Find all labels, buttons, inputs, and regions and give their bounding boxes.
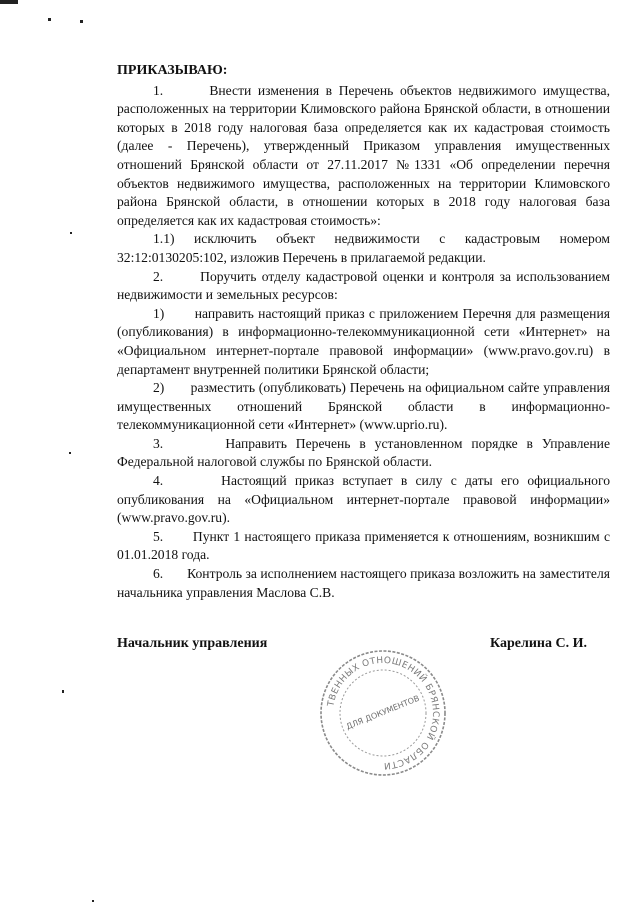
- paragraph-2-1: 1) направить настоящий приказ с приложением Перечня для размещения (опубликования) в информационно-телекоммуникационной сети «Интернет» на «Официальном интернет-портале правовой информации» (www.pravo.gov.ru) в департамент внутренней политики Брянской области;: [117, 305, 610, 377]
- scan-mark: [70, 232, 72, 234]
- scan-mark: [48, 18, 51, 21]
- paragraph-2-2: 2) разместить (опубликовать) Перечень на официальном сайте управления имущественных отношений Брянской области в информационно-телекоммуникационной сети «Интернет» (www.uprio.ru).: [117, 380, 610, 433]
- signature-position: Начальник управления: [117, 636, 268, 651]
- paragraph-6: 6. Контроль за исполнением настоящего приказа возложить на заместителя начальника управления Маслова С.В.: [117, 566, 610, 600]
- paragraph-3: 3. Направить Перечень в установленном порядке в Управление Федеральной налоговой службы по Брянской области.: [117, 435, 610, 470]
- stamp-outer-text: ТВЕННЫХ ОТНОШЕНИЙ БРЯНСКОЙ ОБЛАСТИ: [326, 655, 441, 771]
- paragraph-1: 1. Внести изменения в Перечень объектов недвижимого имущества, расположенных на территории Климовского района Брянской области, в отношении которых в 2018 году налоговая база определяется как их кадастровая стоимость (далее - Перечень), утвержденный Приказом управления имущественных отношений Брянской области от 27.11.2017 №1331 «Об определении перечня объектов недвижимого имущества, расположенных на территории Климовского района Брянской области, в отношении которых в 2018 году налоговая база определяется как их кадастровая стоимость»:: [117, 82, 610, 228]
- paragraph-2: 2. Поручить отделу кадастровой оценки и контроля за использованием недвижимости и земельных ресурсов:: [117, 268, 610, 303]
- signature-name: Карелина С. И.: [490, 636, 587, 651]
- scan-mark: [92, 900, 94, 902]
- scan-mark: [80, 20, 83, 23]
- order-heading: ПРИКАЗЫВАЮ:: [117, 63, 228, 78]
- stamp-inner-text: ДЛЯ ДОКУМЕНТОВ: [344, 693, 421, 732]
- official-stamp: [318, 648, 448, 778]
- scan-mark: [62, 690, 64, 693]
- paragraph-4: 4. Настоящий приказ вступает в силу с даты его официального опубликования на «Официальном интернет-портале правовой информации» (www.pravo.gov.ru).: [117, 473, 610, 526]
- paragraph-1-1: 1.1) исключить объект недвижимости с кадастровым номером 32:12:0130205:102, изложив Перечень в прилагаемой редакции.: [117, 231, 610, 265]
- scan-mark: [69, 452, 71, 454]
- scan-mark: [0, 0, 18, 4]
- paragraph-5: 5. Пункт 1 настоящего приказа применяется к отношениям, возникшим с 01.01.2018 года.: [117, 528, 610, 563]
- order-body: [117, 62, 610, 602]
